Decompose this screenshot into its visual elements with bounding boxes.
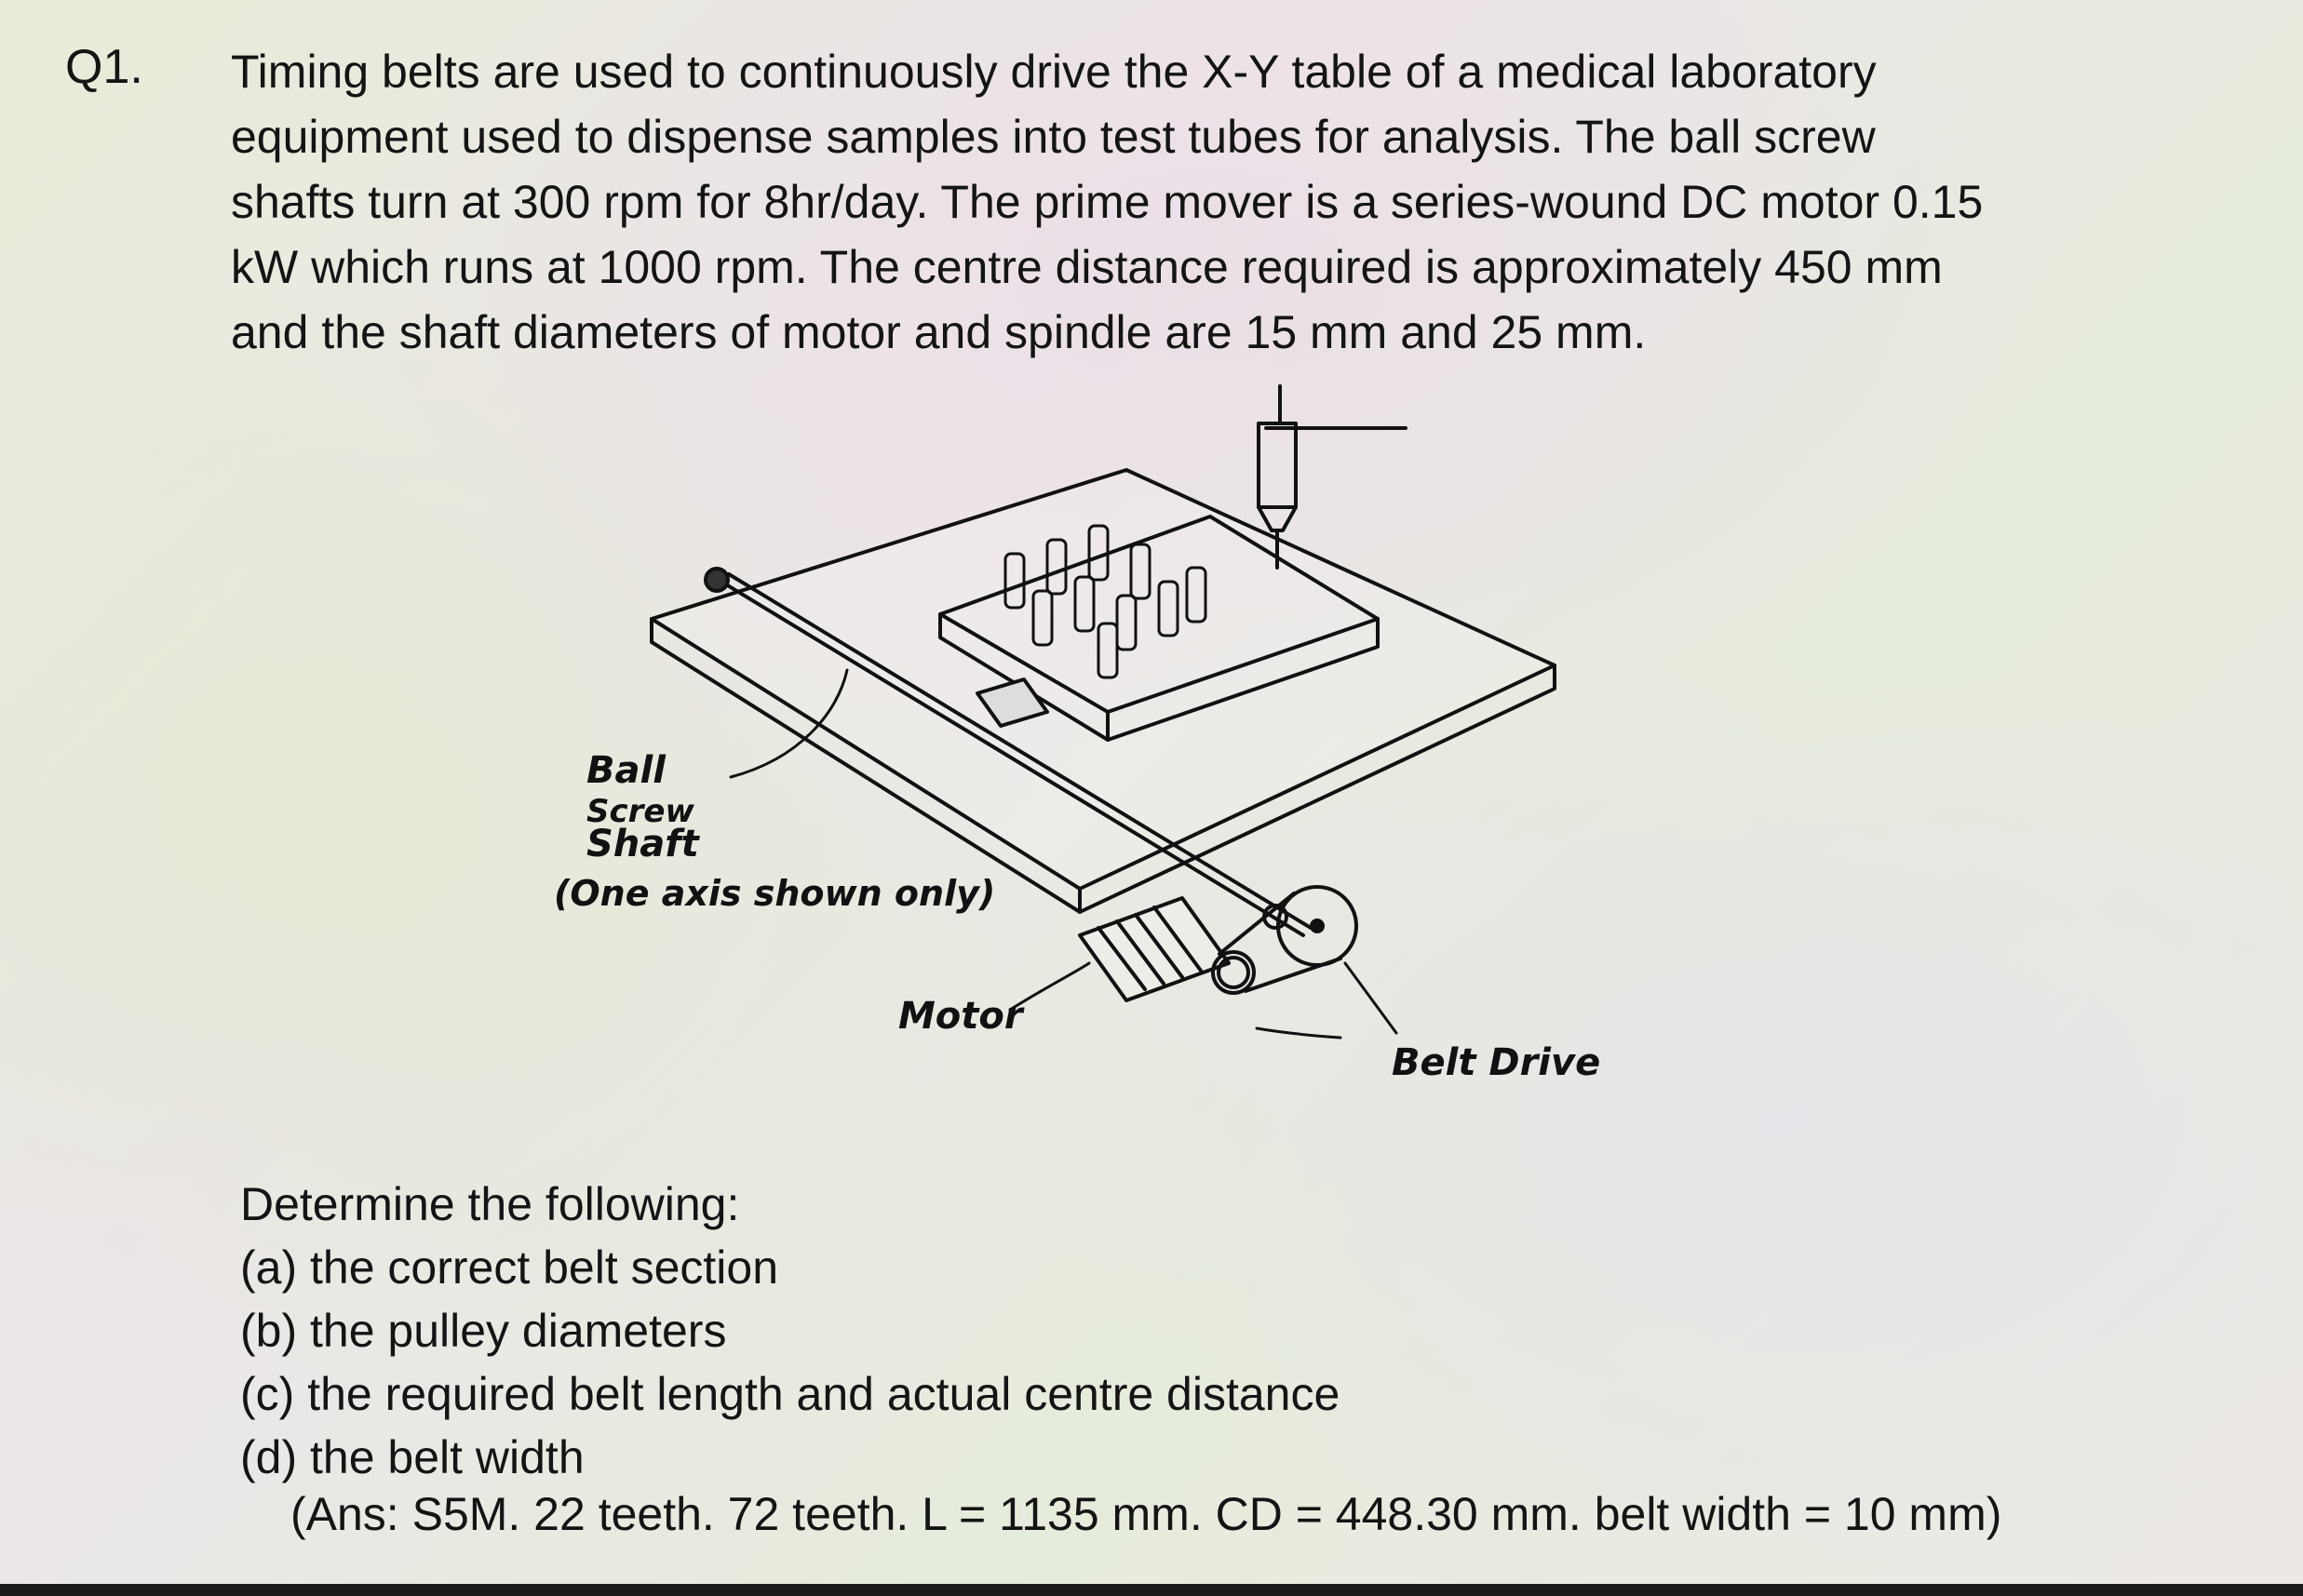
base-plate xyxy=(652,470,1555,912)
ball-screw-label-ball: Ball xyxy=(586,749,666,792)
one-axis-note: (One axis shown only) xyxy=(554,873,996,914)
determine-section xyxy=(240,1173,1340,1489)
question-line: equipment used to dispense samples into test tubes for analysis. The ball screw xyxy=(231,111,1876,163)
bottom-edge xyxy=(0,1584,2303,1596)
ball-screw-label-shaft: Shaft xyxy=(586,823,699,865)
belt-drive-label: Belt Drive xyxy=(1392,1041,1601,1084)
question-line: Timing belts are used to continuously drive the X-Y table of a medical laboratory xyxy=(231,46,1877,98)
determine-item: (a) the correct belt section xyxy=(240,1241,779,1294)
determine-heading: Determine the following: xyxy=(240,1178,740,1230)
answer-line: (Ans: S5M. 22 teeth. 72 teeth. L = 1135 mm. CD = 448.30 mm. belt width = 10 mm) xyxy=(290,1488,2002,1540)
question-line: and the shaft diameters of motor and spindle are 15 mm and 25 mm. xyxy=(231,306,1647,358)
question-number: Q1. xyxy=(65,40,143,94)
xy-table-figure xyxy=(540,368,1620,1112)
determine-item: (c) the required belt length and actual centre distance xyxy=(240,1368,1340,1420)
belt-drive-leader-2 xyxy=(1345,963,1396,1033)
ball-screw-label-screw: Screw xyxy=(586,793,694,830)
determine-item: (b) the pulley diameters xyxy=(240,1305,727,1357)
motor-label: Motor xyxy=(898,995,1023,1038)
determine-item: (d) the belt width xyxy=(240,1431,585,1483)
question-line: kW which runs at 1000 rpm. The centre distance required is approximately 450 mm xyxy=(231,241,1943,293)
belt-drive xyxy=(1219,887,1356,991)
question-text xyxy=(231,39,2130,365)
belt-drive-leader xyxy=(1257,1028,1340,1038)
question-line: shafts turn at 300 rpm for 8hr/day. The prime mover is a series-wound DC motor 0.15 xyxy=(231,176,1984,228)
